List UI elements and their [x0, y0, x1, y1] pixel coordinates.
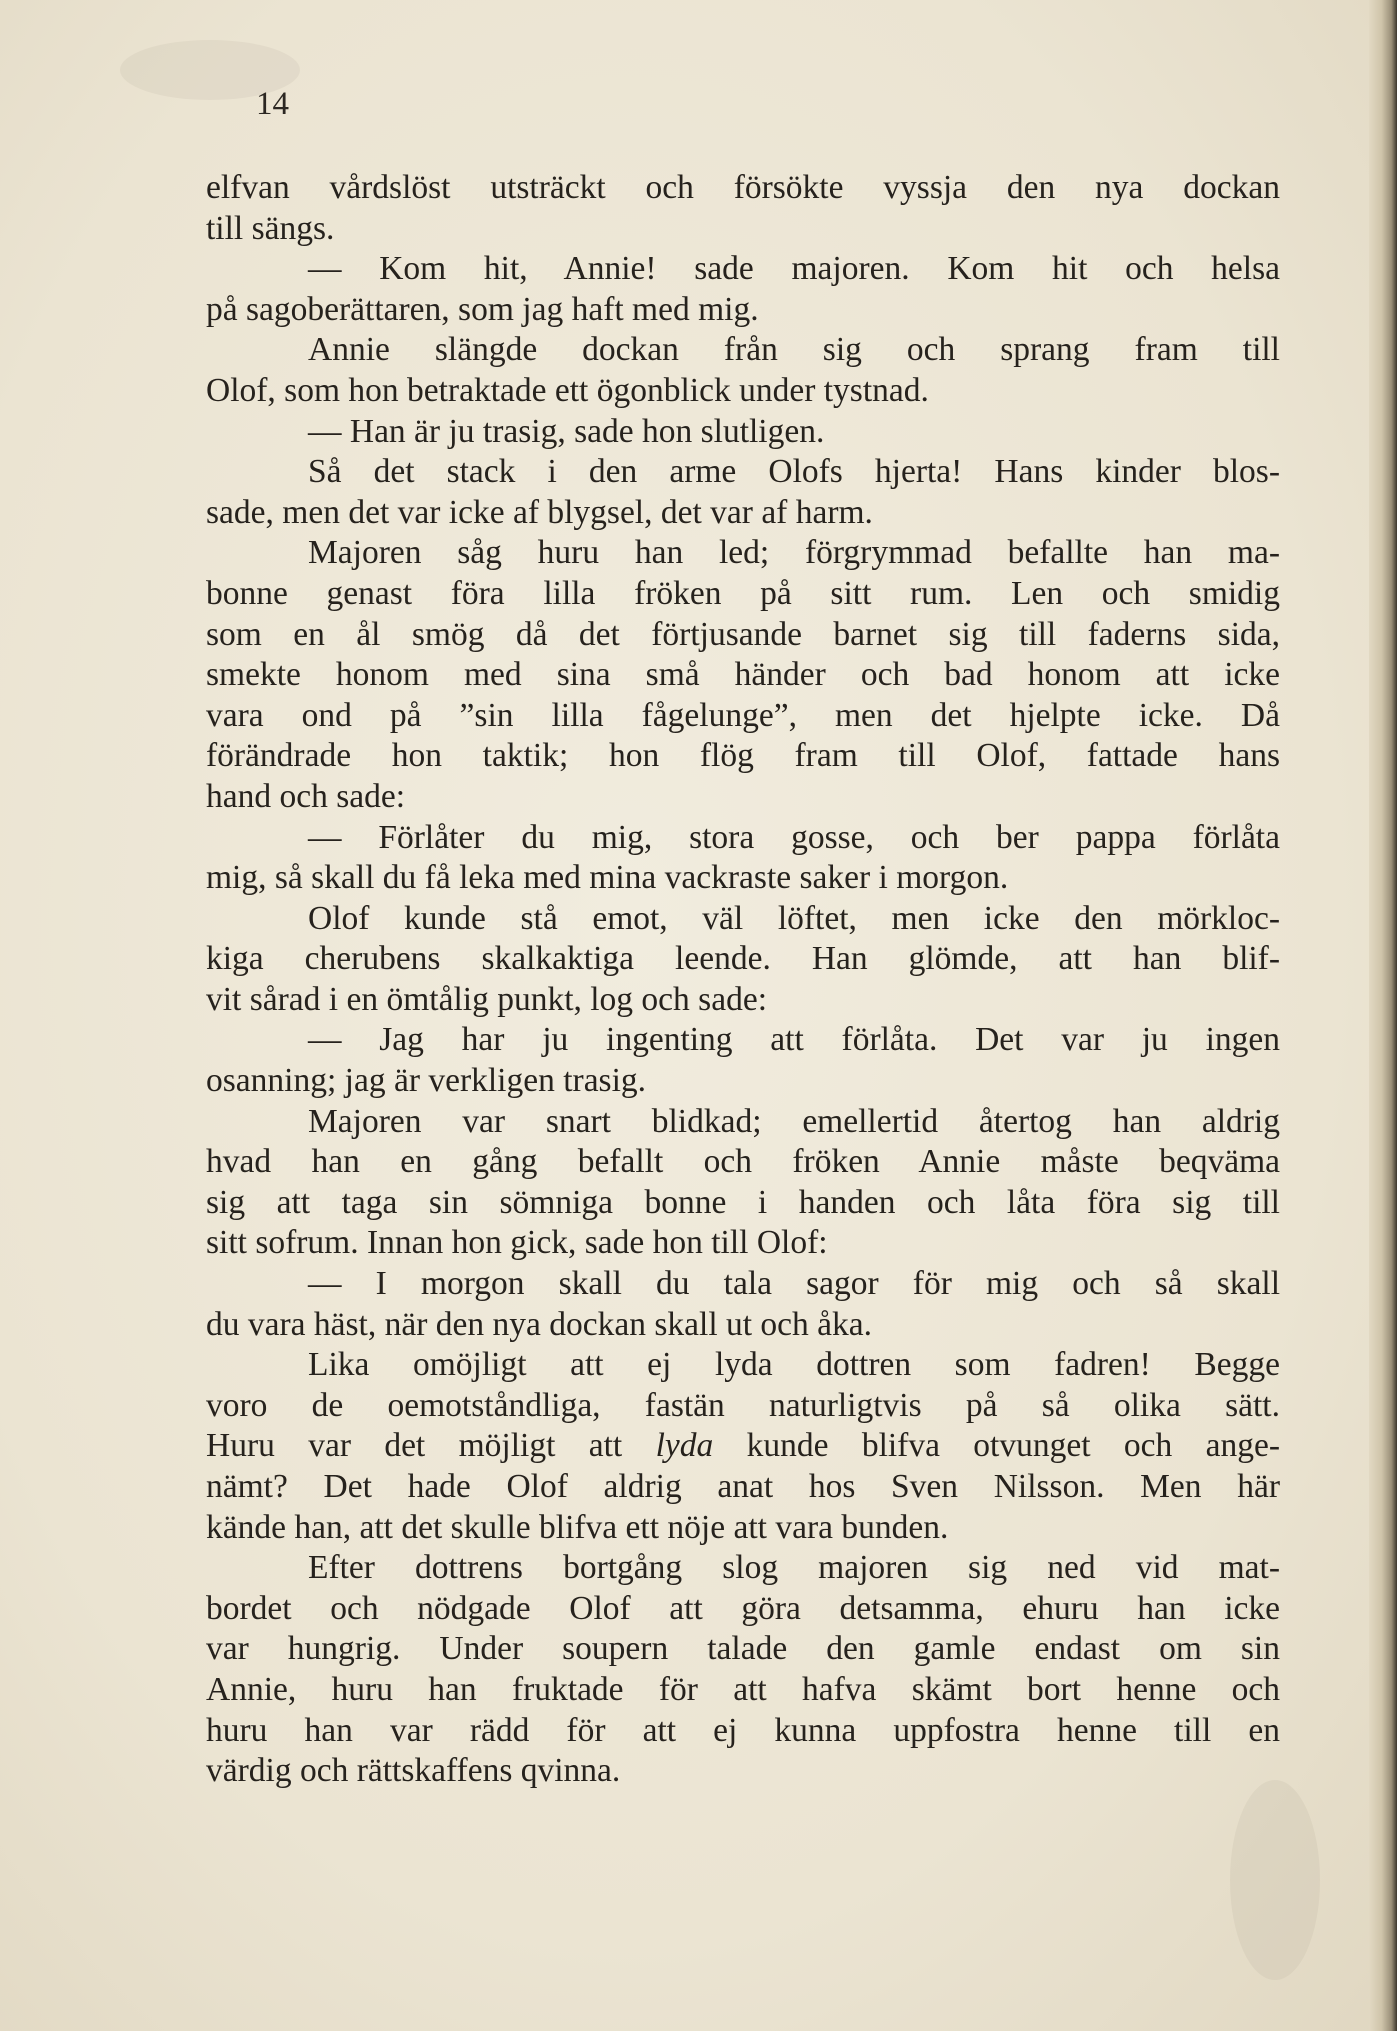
- text-line: — Han är ju trasig, sade hon slutligen.: [308, 412, 825, 450]
- text-line: som en ål smög då det förtjusande barnet sig till faderns sida,: [206, 615, 1280, 653]
- text-line: — Kom hit, Annie! sade majoren. Kom hit och helsa: [308, 250, 1280, 288]
- text-line: vit sårad i en ömtålig punkt, log och sade:: [206, 980, 768, 1018]
- text-line: bonne genast föra lilla fröken på sitt rum. Len och smidig: [206, 574, 1280, 612]
- text-line: Annie slängde dockan från sig och sprang fram till: [308, 331, 1280, 369]
- text-line: hand och sade:: [206, 777, 406, 815]
- text-line: Olof, som hon betraktade ett ögonblick under tystnad.: [206, 371, 929, 409]
- text-line: — I morgon skall du tala sagor för mig och så skall: [308, 1265, 1280, 1303]
- text-line: Efter dottrens bortgång slog majoren sig ned vid mat-: [308, 1549, 1280, 1587]
- text-line: var hungrig. Under soupern talade den gamle endast om sin: [206, 1630, 1280, 1668]
- text-line: Olof kunde stå emot, väl löftet, men icke den mörkloc-: [308, 899, 1280, 937]
- page-edge-shadow: [1369, 0, 1397, 2031]
- text-line: Majoren var snart blidkad; emellertid återtog han aldrig: [308, 1102, 1280, 1140]
- text-line: Huru var det möjligt att lyda kunde blifva otvunget och ange-: [206, 1427, 1280, 1465]
- text-line: — Jag har ju ingenting att förlåta. Det var ju ingen: [308, 1021, 1280, 1059]
- text-line: bordet och nödgade Olof att göra detsamma, ehuru han icke: [206, 1589, 1280, 1627]
- text-line: mig, så skall du få leka med mina vackraste saker i morgon.: [206, 859, 1009, 897]
- text-line: smekte honom med sina små händer och bad honom att icke: [206, 656, 1280, 694]
- text-line: osanning; jag är verkligen trasig.: [206, 1062, 647, 1100]
- text-line: Lika omöjligt att ej lyda dottren som fadren! Begge: [308, 1346, 1280, 1384]
- text-line: — Förlåter du mig, stora gosse, och ber pappa förlåta: [308, 818, 1280, 856]
- page-number: 14: [256, 86, 289, 122]
- text-line: värdig och rättskaffens qvinna.: [206, 1752, 621, 1790]
- text-line: kände han, att det skulle blifva ett nöje att vara bunden.: [206, 1508, 949, 1546]
- text-line: kiga cherubens skalkaktiga leende. Han glömde, att han blif-: [206, 940, 1280, 978]
- text-line: Så det stack i den arme Olofs hjerta! Hans kinder blos-: [308, 453, 1280, 491]
- text-line: på sagoberättaren, som jag haft med mig.: [206, 290, 759, 328]
- paper-stain: [1230, 1780, 1320, 1980]
- text-line: vara ond på ”sin lilla fågelunge”, men det hjelpte icke. Då: [206, 696, 1280, 734]
- text-line: hvad han en gång befallt och fröken Annie måste beqväma: [206, 1143, 1280, 1181]
- text-line: Annie, huru han fruktade för att hafva skämt bort henne och: [206, 1670, 1280, 1708]
- text-line: sig att taga sin sömniga bonne i handen och låta föra sig till: [206, 1183, 1280, 1221]
- text-line: sitt sofrum. Innan hon gick, sade hon till Olof:: [206, 1224, 828, 1262]
- text-line: nämt? Det hade Olof aldrig anat hos Sven Nilsson. Men här: [206, 1468, 1280, 1505]
- text-line: till sängs.: [206, 209, 335, 247]
- text-line: du vara häst, när den nya dockan skall ut och åka.: [206, 1305, 873, 1343]
- text-line: elfvan vårdslöst utsträckt och försökte vyssja den nya dockan: [206, 169, 1280, 206]
- text-line: sade, men det var icke af blygsel, det var af harm.: [206, 493, 873, 531]
- body-text: [206, 168, 1280, 1792]
- text-line: Majoren såg huru han led; förgrymmad befallte han ma-: [308, 534, 1280, 572]
- text-line: förändrade hon taktik; hon flög fram till Olof, fattade hans: [206, 737, 1280, 775]
- text-line: huru han var rädd för att ej kunna uppfostra henne till en: [206, 1711, 1280, 1749]
- text-line: voro de oemotståndliga, fastän naturligtvis på så olika sätt.: [206, 1386, 1280, 1424]
